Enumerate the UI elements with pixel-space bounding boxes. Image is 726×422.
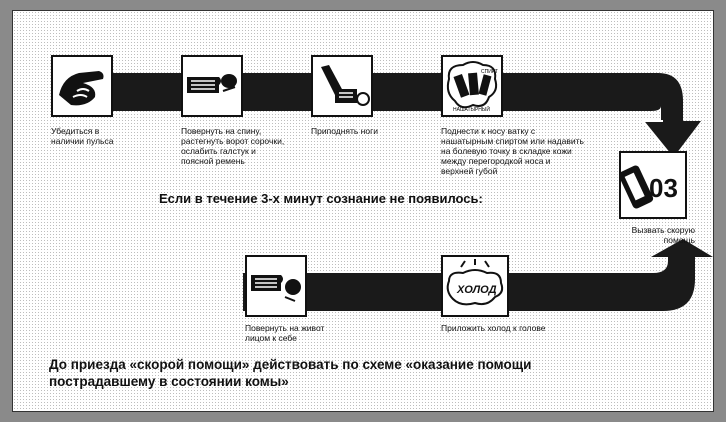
- pulse-check-icon: [51, 55, 113, 117]
- cold-icon: [441, 255, 509, 317]
- caption-stomach: Повернуть на живот лицом к себе: [245, 323, 325, 343]
- loosen-collar-icon: [181, 55, 243, 117]
- raise-legs-icon: [311, 55, 373, 117]
- footer-heading: До приезда «скорой помощи» действовать по схеме «оказание помощи пострадавшему в состоянии комы»: [49, 357, 532, 389]
- caption-call: Вызвать скорую помощь: [631, 225, 695, 245]
- caption-ammonia: Поднести к носу ватку с нашатырным спиртом или надавить на болевую точку в складке кожи между перегородкой носа и верхней губой: [441, 126, 584, 176]
- svg-text:СПИРТ: СПИРТ: [481, 69, 498, 75]
- svg-text:ХОЛОД: ХОЛОД: [457, 284, 497, 296]
- diagram-frame: [12, 10, 714, 412]
- phone-03-icon: [619, 151, 687, 219]
- caption-pulse: Убедиться в наличии пульса: [51, 126, 114, 146]
- middle-heading: Если в течение 3-х минут сознание не появилось:: [159, 191, 483, 206]
- caption-collar: Повернуть на спину, растегнуть ворот сорочки, ослабить галстук и поясной ремень: [181, 126, 285, 166]
- caption-cold: Приложить холод к голове: [441, 323, 546, 333]
- turn-on-stomach-icon: [245, 255, 307, 317]
- ammonia-icon: [441, 55, 503, 117]
- svg-text:03: 03: [649, 173, 678, 203]
- caption-legs: Приподнять ноги: [311, 126, 378, 136]
- svg-text:НАШАТЫРНЫЙ: НАШАТЫРНЫЙ: [453, 107, 490, 113]
- flow-arrow-bottom: [573, 239, 713, 314]
